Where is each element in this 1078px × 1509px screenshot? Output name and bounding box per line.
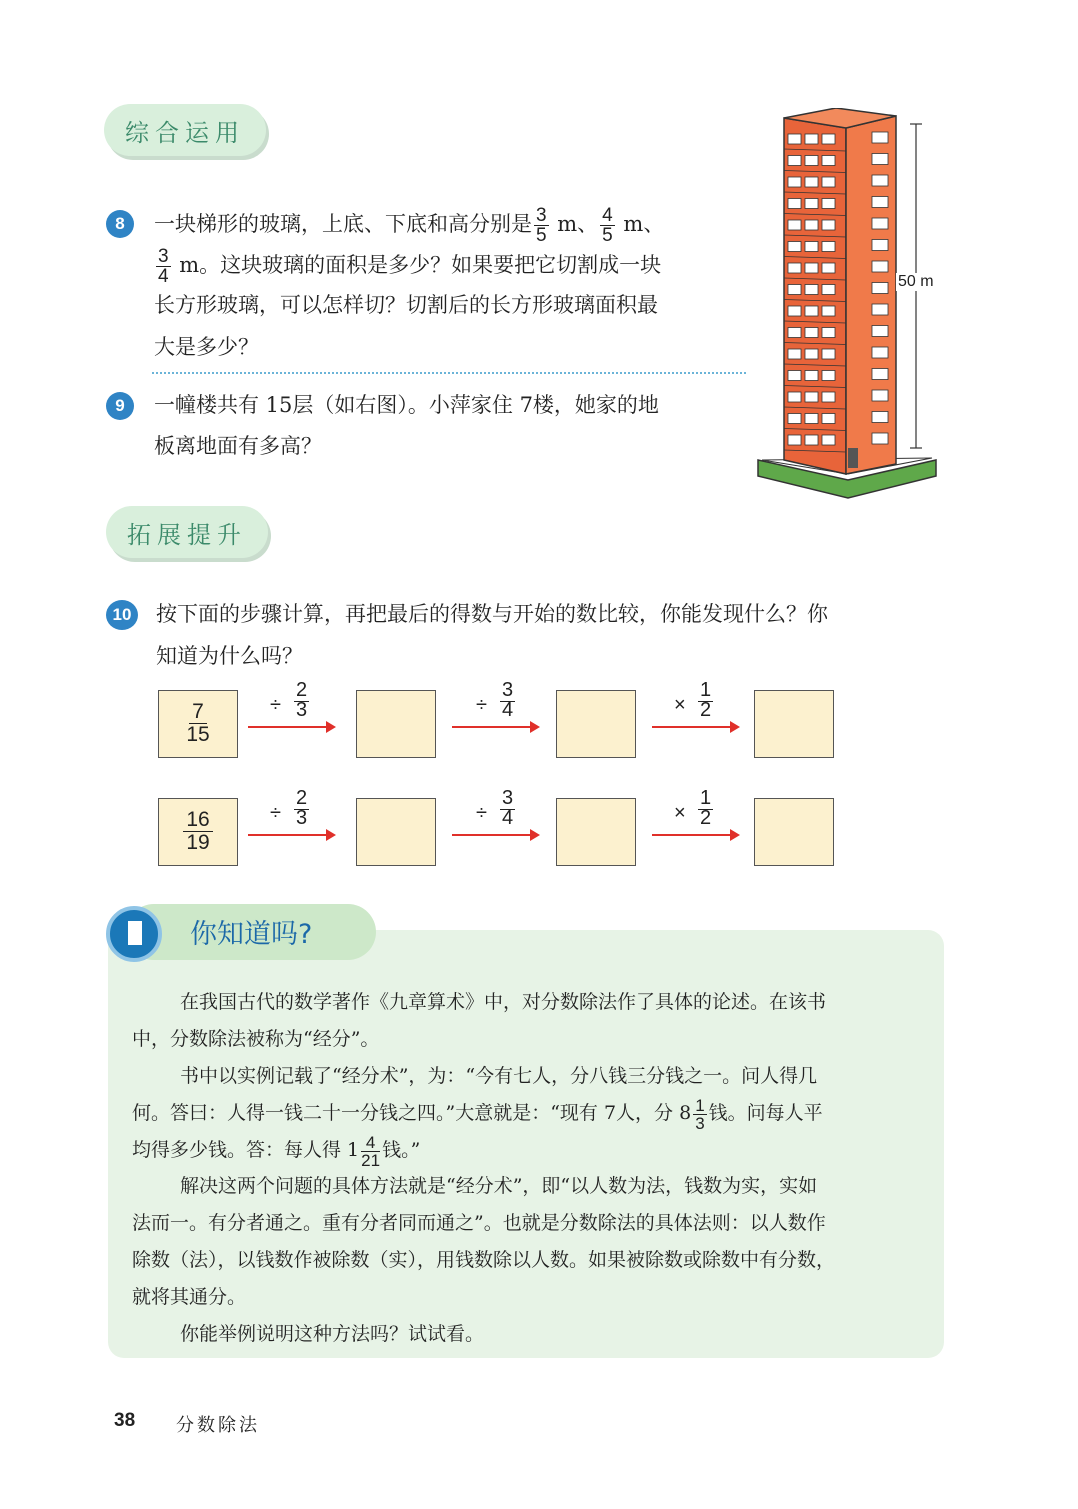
- answer-box[interactable]: [556, 690, 636, 758]
- page-number: 38: [114, 1410, 136, 1431]
- answer-box[interactable]: [754, 690, 834, 758]
- paragraph-line: 法而一。有分者通之。重有分者同而通之”。也就是分数除法的具体法则：以人数作: [132, 1212, 826, 1234]
- fraction: $\frac{1}{3}$: [695, 1095, 705, 1133]
- answer-box[interactable]: [356, 798, 436, 866]
- paragraph-line: 均得多少钱。答：每人得 1 $\frac{4}{21}$ 钱。”: [132, 1132, 421, 1170]
- building-illustration: [756, 108, 946, 500]
- problem-number-8: 8: [106, 210, 134, 238]
- section-heading-applied: [104, 104, 266, 156]
- did-you-know-title: 你知道吗?: [190, 919, 313, 950]
- problem-10-line-2: 知道为什么吗？: [156, 644, 303, 668]
- height-label: 50 m: [898, 273, 934, 290]
- paragraph-line: 中，分数除法被称为“经分”。: [132, 1028, 380, 1050]
- chapter-title: 分数除法: [176, 1415, 260, 1436]
- paragraph-line: 书中以实例记载了“经分术”，为：“今有七人，分八钱三分钱之一。问人得几: [180, 1065, 818, 1087]
- arrow: [248, 834, 332, 836]
- book-icon: [106, 906, 162, 962]
- problem-number-9: 9: [106, 392, 134, 420]
- section-heading-extend: [106, 506, 268, 558]
- arrow: [452, 726, 536, 728]
- fraction: $\frac{3}{5}$: [536, 205, 547, 246]
- fraction: $\frac{3}{4}$: [158, 246, 169, 287]
- paragraph-line: 就将其通分。: [132, 1286, 247, 1308]
- problem-9-line-1: 一幢楼共有 15层（如右图）。小萍家住 7楼，她家的地: [154, 393, 659, 417]
- fraction: $\frac{4}{5}$: [602, 205, 613, 246]
- building-image: [756, 108, 946, 500]
- section-heading-label: 拓展提升: [127, 520, 247, 549]
- divider: [152, 372, 746, 374]
- answer-box[interactable]: [754, 798, 834, 866]
- paragraph-line: 在我国古代的数学著作《九章算术》中，对分数除法作了具体的论述。在该书: [180, 991, 827, 1013]
- answer-box[interactable]: [556, 798, 636, 866]
- problem-10-line-1: 按下面的步骤计算，再把最后的得数与开始的数比较，你能发现什么？你: [156, 602, 828, 626]
- answer-box[interactable]: [356, 690, 436, 758]
- problem-9-line-2: 板离地面有多高？: [154, 434, 322, 458]
- section-heading-label: 综合运用: [125, 118, 245, 147]
- problem-number-10: 10: [106, 600, 138, 630]
- paragraph-line: 你能举例说明这种方法吗？试试看。: [180, 1323, 485, 1345]
- start-fraction: 16 19: [159, 809, 237, 854]
- paragraph-line: 解决这两个问题的具体方法就是“经分术”，即“以人数为法，钱数为实，实如: [180, 1175, 818, 1197]
- paragraph-line: 除数（法），以钱数作被除数（实），用钱数除以人数。如果被除数或除数中有分数，: [132, 1249, 836, 1271]
- fraction: $\frac{4}{21}$: [361, 1132, 381, 1170]
- start-value-box: [158, 798, 238, 866]
- problem-8-line-3: 长方形玻璃，可以怎样切？切割后的长方形玻璃面积最: [154, 293, 658, 317]
- arrow: [652, 726, 736, 728]
- problem-8-line-1: 一块梯形的玻璃，上底、下底和高分别是 $\frac{3}{5}$ m、 $\frac{4}{5}$ m、: [154, 205, 665, 246]
- problem-8-line-2: $\frac{3}{4}$ m。这块玻璃的面积是多少？如果要把它切割成一块: [158, 246, 662, 287]
- arrow: [248, 726, 332, 728]
- arrow: [652, 834, 736, 836]
- problem-8-line-4: 大是多少？: [154, 335, 259, 359]
- arrow: [452, 834, 536, 836]
- start-fraction: 7 15: [186, 700, 210, 746]
- paragraph-line: 何。答曰：人得一钱二十一分钱之四。”大意就是：“现有 7人，分 8 $\frac{1}{3}$ 钱。问每人平: [132, 1095, 823, 1133]
- start-value-box: [158, 690, 238, 758]
